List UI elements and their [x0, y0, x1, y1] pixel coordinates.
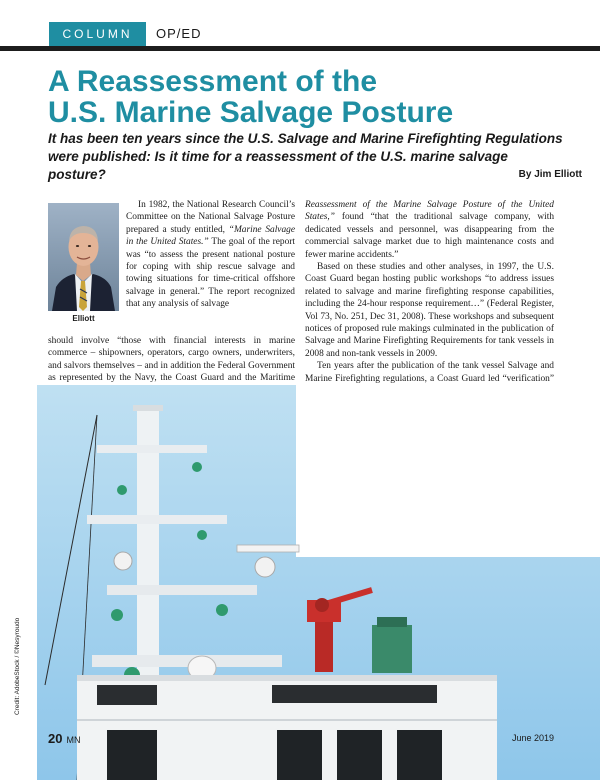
vessel-photo — [37, 385, 600, 780]
photo-credit: Credit: AdobeStock / ©Nesyroudo — [14, 617, 21, 715]
issue-date: June 2019 — [511, 733, 554, 743]
paragraph-1-rest: The goal of the report was “to assess the present national posture for coping with ship rescue salvage and towing situations for time-critical offshore salvage in general.” The report recognized that any analysis of salvage — [126, 237, 295, 310]
page-number: 20 — [48, 731, 63, 746]
byline: By Jim Elliott — [518, 169, 582, 180]
folio — [48, 730, 80, 748]
paragraph-1-text: In 1982, the National Research Council’s Committee on the National Salvage Posture prepared a study entitled, — [126, 200, 295, 235]
paragraph-2-cont-text: found “that the traditional salvage company, with dedicated vessels and personnel, was disappearing from the commercial salvage market due to high maintenance costs and fewer marine accidents.” — [305, 212, 555, 260]
paragraph-2-continued — [305, 199, 554, 261]
section-tab: COLUMN — [49, 22, 146, 46]
headline-line-2: U.S. Marine Salvage Posture — [48, 96, 454, 129]
header-rule — [0, 46, 600, 51]
paragraph-3: Based on these studies and other analyses, in 1997, the U.S. Coast Guard began hosting public workshops “to address issues related to salvage and marine firefighting response capabilities, including the 24-hour response requirement…” (Federal Register, Vol 73, No. 251, Dec 31, 2008). These workshops and subsequent notices of proposed rule makings culminated in the publication of Salvage and Marine Firefighting Requirements for tank vessels in 2008 and non-tank vessels in 2009. — [305, 262, 554, 359]
headline — [48, 66, 568, 128]
left-column-top — [126, 199, 295, 311]
headline-line-1: A Reassessment of the — [48, 65, 378, 98]
section-name: OP/ED — [156, 26, 202, 41]
magazine-name: MN — [66, 735, 81, 745]
paragraph-4: Ten years after the publication of the tank vessel Salvage and Marine Firefighting regulations, a Coast Guard led “verification” — [305, 361, 554, 384]
author-headshot — [48, 203, 119, 311]
paragraph-1-title: “Marine Salvage in the United States.” — [126, 224, 296, 248]
deck: It has been ten years since the U.S. Salvage and Marine Firefighting Regulations were published: Is it time for a reassessment of the U.S. marine salvage posture? — [48, 131, 563, 182]
headshot-caption: Elliott — [72, 314, 95, 323]
paragraph-1 — [126, 199, 295, 311]
report-title: Reassessment of the Marine Salvage Posture of the United States,” — [305, 200, 554, 223]
paragraph-1-continued: should involve “those with financial interests in marine commerce – shipowners, operators, cargo owners, underwriters, and salvors themselves – and in addition the Federal Government as represented by the Navy, the Coast Guard and the Maritime — [48, 336, 295, 384]
